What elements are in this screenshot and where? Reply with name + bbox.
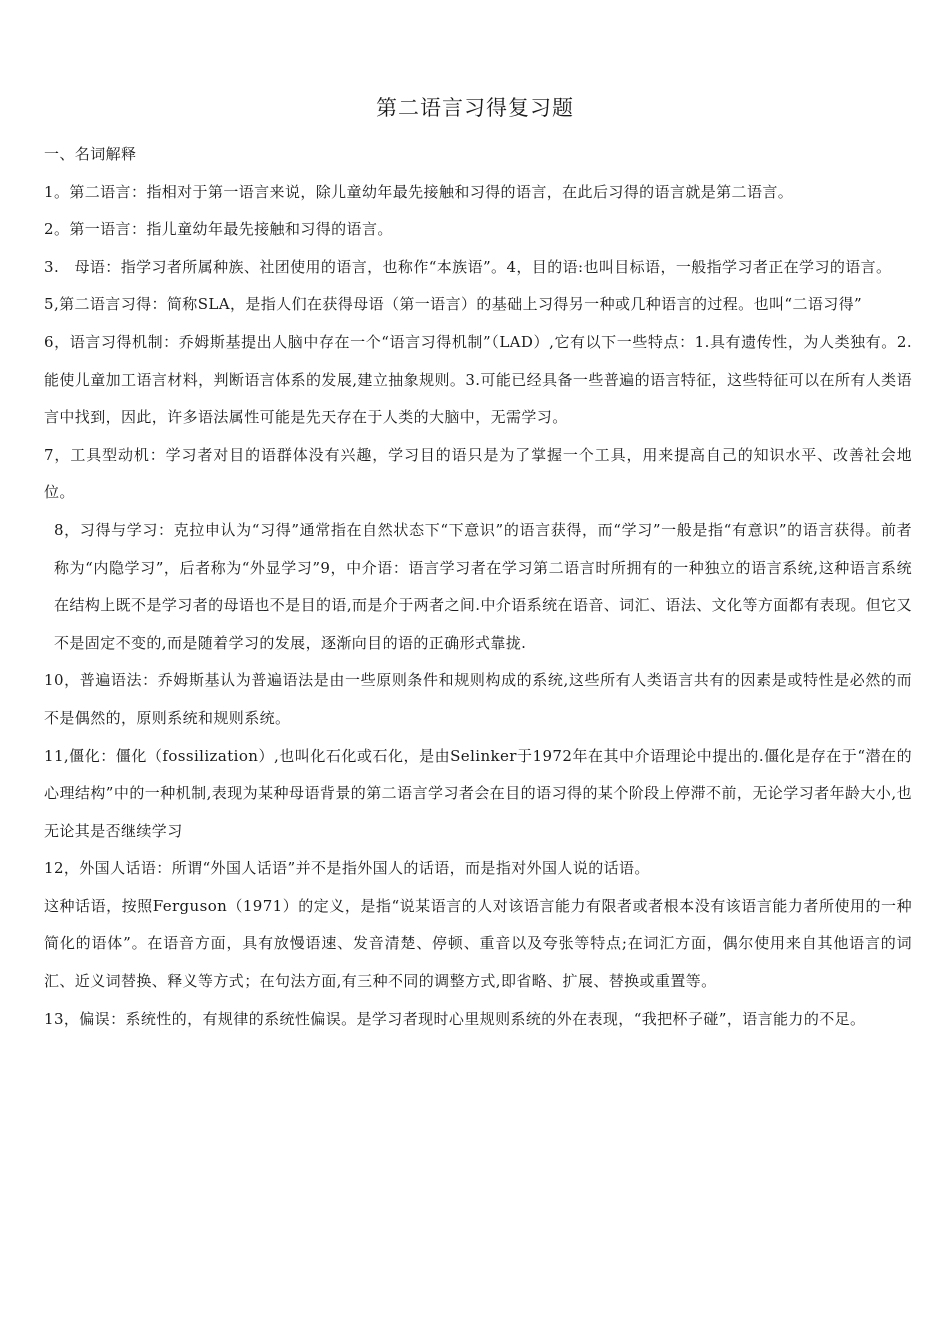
- term-universal-grammar: 10，普遍语法：乔姆斯基认为普遍语法是由一些原则条件和规则构成的系统,这些所有人类语言共有的因素是或特性是必然的而不是偶然的，原则系统和规则系统。: [44, 671, 912, 727]
- term-error: 13，偏误：系统性的，有规律的系统性偏误。是学习者现时心里规则系统的外在表现，“我把杯子碰”，语言能力的不足。: [44, 1009, 866, 1028]
- document-body: [44, 136, 912, 1038]
- term-instrumental-motivation: 7，工具型动机：学习者对目的语群体没有兴趣，学习目的语只是为了掌握一个工具，用来提高自己的知识水平、改善社会地位。: [44, 445, 912, 502]
- term-foreigner-talk: 12，外国人话语：所谓“外国人话语”并不是指外国人的话语，而是指对外国人说的话语。: [44, 859, 650, 878]
- foreigner-talk-definition: 这种话语，按照Ferguson（1971）的定义，是指“说某语言的人对该语言能力有限者或者根本没有该语言能力者所使用的一种简化的语体”。在语音方面，具有放慢语速、发音清楚、停顿、重音以及夸张等特点;在词汇方面，偶尔使用来自其他语言的词汇、近义词替换、释义等方式；在句法方面,有三种不同的调整方式,即省略、扩展、替换或重置等。: [44, 896, 912, 991]
- document-title: 第二语言习得复习题: [376, 96, 574, 120]
- term-mother-tongue-target-language: 3. 母语：指学习者所属种族、社团使用的语言，也称作“本族语”。4，目的语:也叫目标语，一般指学习者正在学习的语言。: [44, 257, 892, 276]
- term-first-language: 2。第一语言：指儿童幼年最先接触和习得的语言。: [44, 220, 393, 239]
- term-lad: 6，语言习得机制：乔姆斯基提出人脑中存在一个“语言习得机制”（LAD）,它有以下一些特点：1.具有遗传性，为人类独有。2.能使儿童加工语言材料，判断语言体系的发展,建立抽象规则。3.可能已经具备一些普遍的语言特征，这些特征可以在所有人类语言中找到，因此，许多语法属性可能是先天存在于人类的大脑中，无需学习。: [44, 332, 912, 427]
- term-fossilization: 11,僵化：僵化（fossilization）,也叫化石化或石化，是由Selinker于1972年在其中介语理论中提出的.僵化是存在于“潜在的心理结构”中的一种机制,表现为某种母语背景的第二语言学习者会在目的语习得的某个阶段上停滞不前，无论学习者年龄大小,也无论其是否继续学习: [44, 746, 912, 840]
- term-second-language: 1。第二语言：指相对于第一语言来说，除儿童幼年最先接触和习得的语言，在此后习得的语言就是第二语言。: [44, 182, 794, 201]
- term-acquisition-learning-interlanguage: 8，习得与学习：克拉申认为“习得”通常指在自然状态下“下意识”的语言获得，而“学习”一般是指“有意识”的语言获得。前者称为“内隐学习”，后者称为“外显学习”9，中介语：语言学习者在学习第二语言时所拥有的一种独立的语言系统,这种语言系统在结构上既不是学习者的母语也不是目的语,而是介于两者之间.中介语系统在语音、词汇、语法、文化等方面都有表现。但它又不是固定不变的,而是随着学习的发展，逐渐向目的语的正确形式靠拢.: [54, 520, 912, 652]
- section-heading: 一、名词解释: [44, 145, 137, 163]
- term-sla: 5,第二语言习得：简称SLA，是指人们在获得母语（第一语言）的基础上习得另一种或几种语言的过程。也叫“二语习得”: [44, 295, 863, 314]
